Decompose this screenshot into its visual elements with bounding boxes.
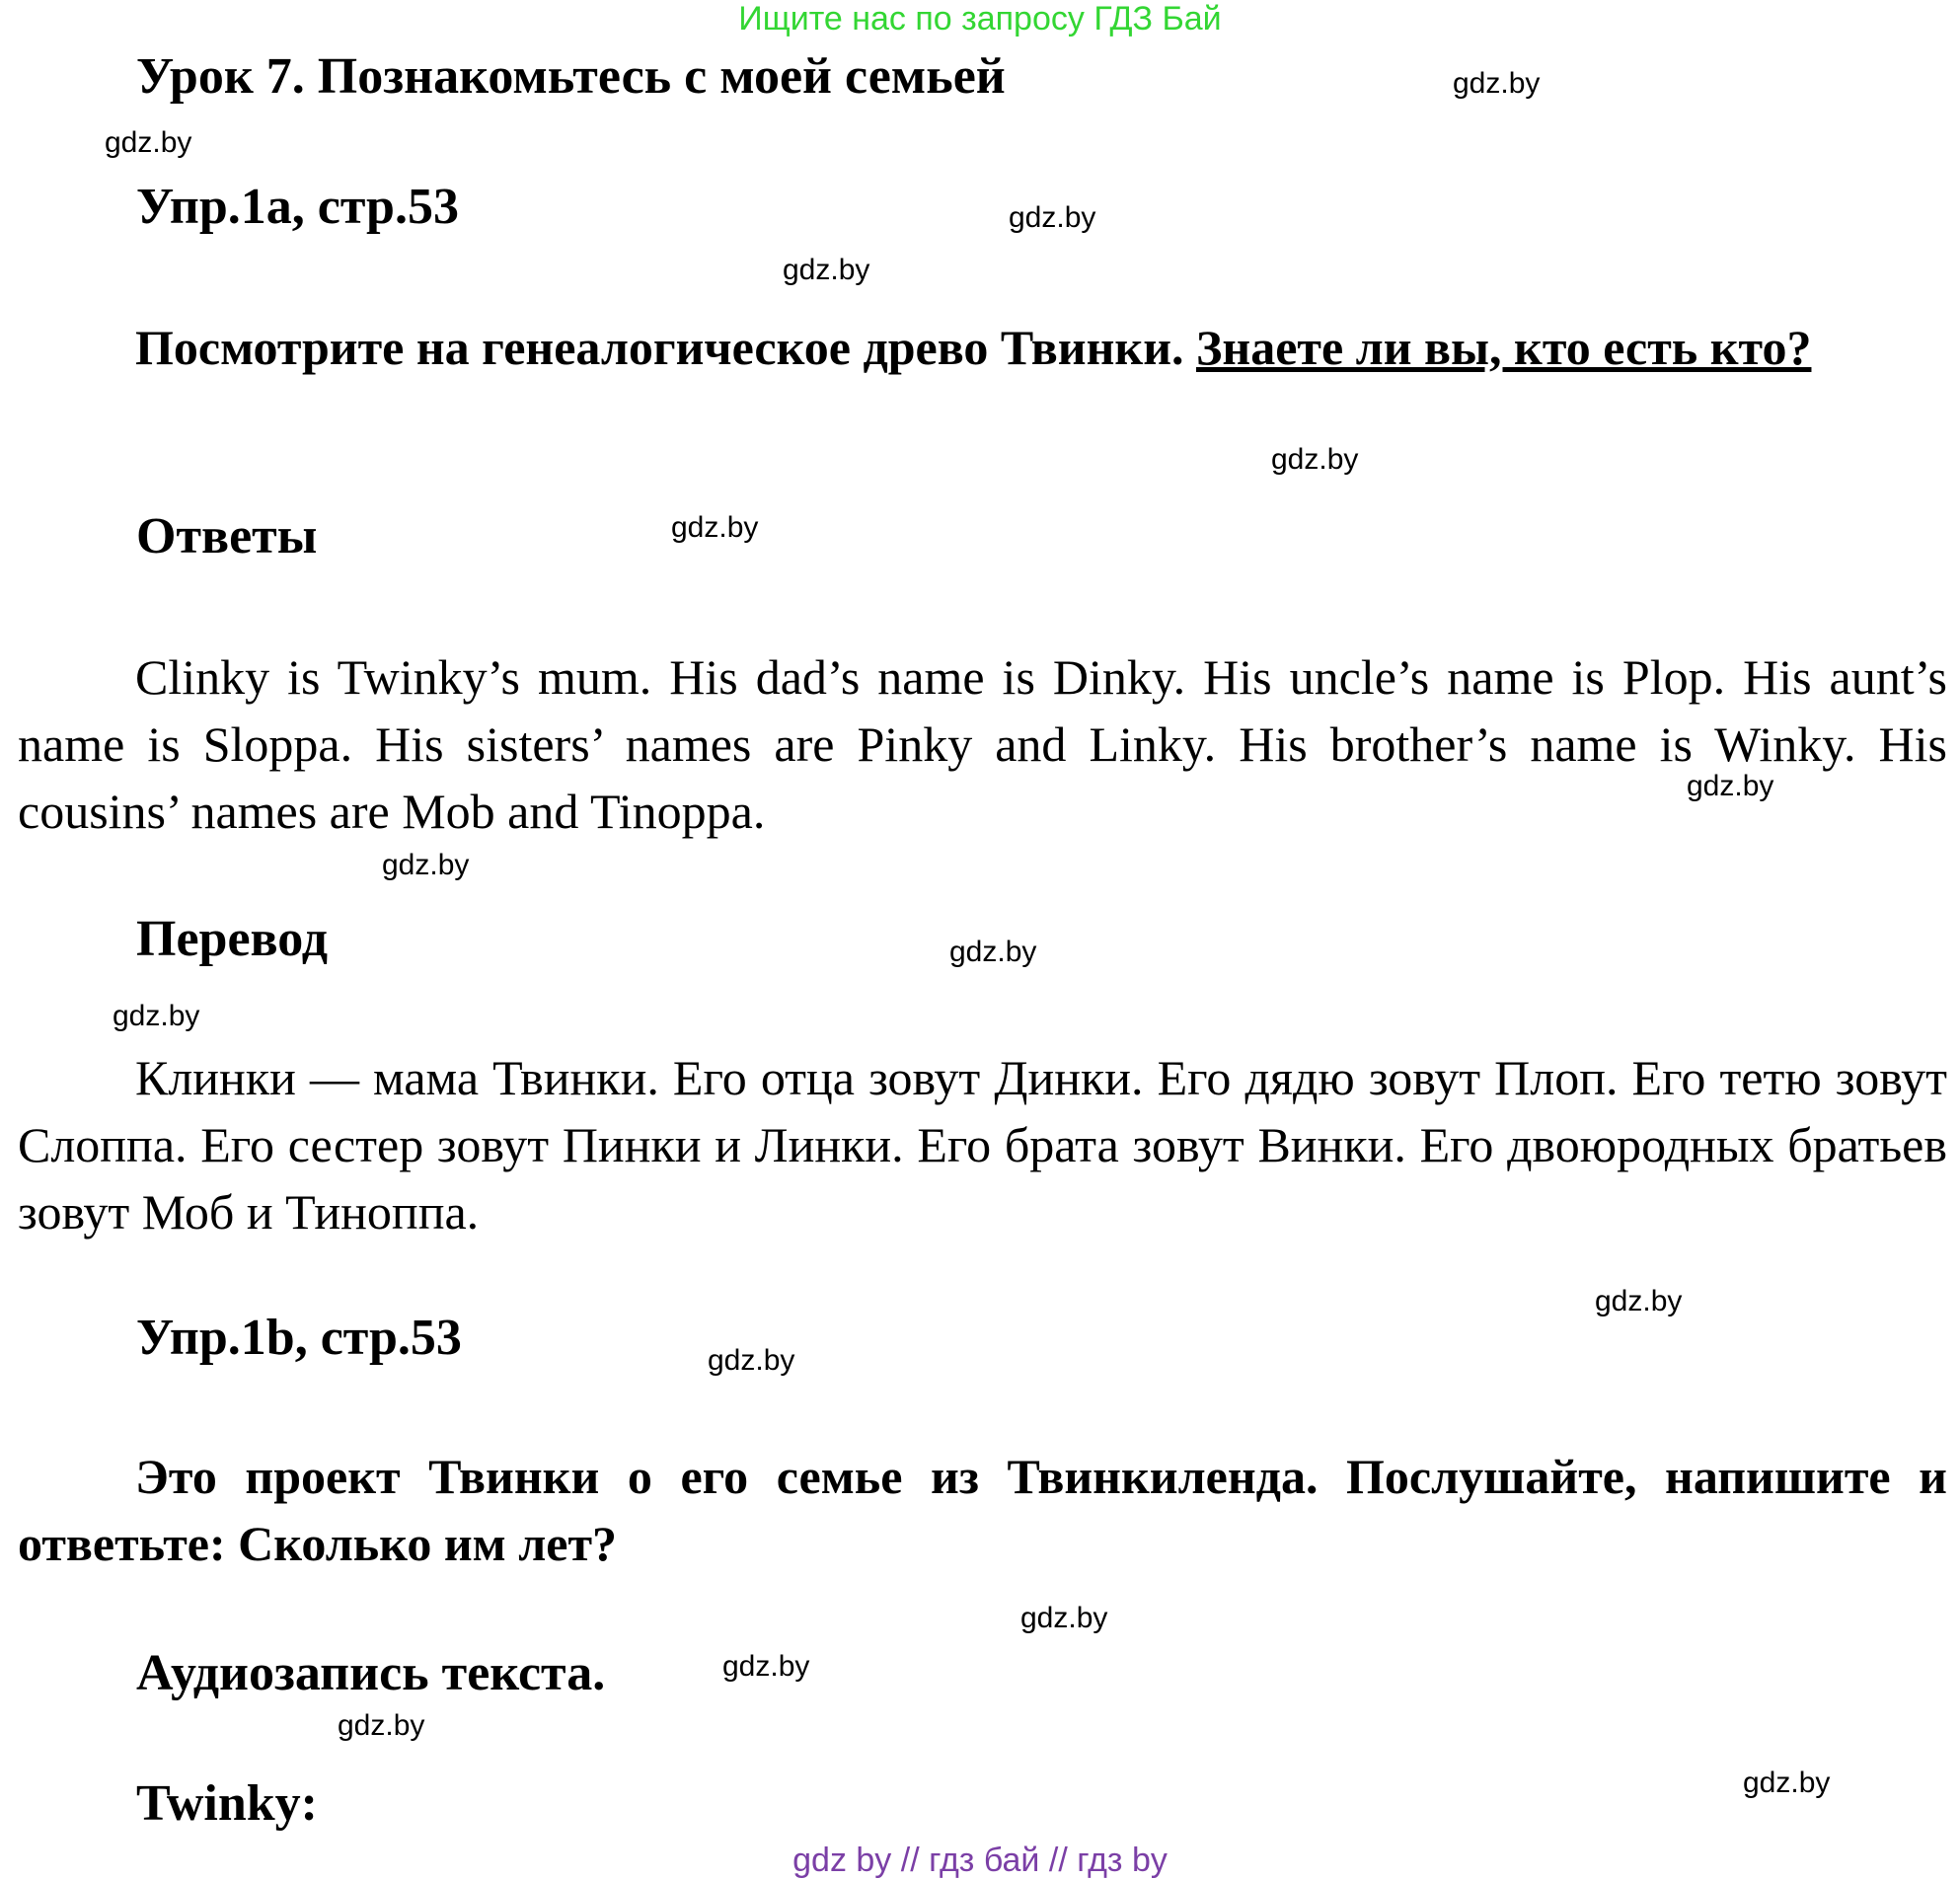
watermark: gdz.by — [338, 1709, 425, 1742]
watermark: gdz.by — [1453, 67, 1541, 100]
audio-label: Аудиозапись текста. — [136, 1645, 606, 1701]
answers-label: Ответы — [136, 508, 318, 564]
watermark: gdz.by — [1687, 770, 1774, 802]
footer-links: gdz by // гдз бай // гдз by — [792, 1842, 1168, 1879]
watermark: gdz.by — [1020, 1602, 1108, 1634]
exercise-1b-task: Это проект Твинки о его семье из Твинкиленда. Послушайте, напишите и ответьте: Сколько им лет? — [18, 1449, 1947, 1571]
translation-text: Клинки — мама Твинки. Его отца зовут Динки. Его дядю зовут Плоп. Его тетю зовут Слоппа. Его сестер зовут Пинки и Линки. Его брата зовут Винки. Его двоюродных братьев зовут Моб и Тиноппа. — [18, 1050, 1947, 1240]
exercise-1b-title: Упр.1b, стр.53 — [136, 1310, 462, 1366]
task-question-underlined: Знаете ли вы, кто есть кто? — [1196, 320, 1812, 375]
watermark: gdz.by — [382, 849, 470, 881]
exercise-1a-title: Упр.1a, стр.53 — [136, 179, 459, 235]
watermark: gdz.by — [708, 1344, 795, 1377]
search-banner: Ищите нас по запросу ГДЗ Бай — [738, 0, 1222, 38]
watermark: gdz.by — [783, 254, 870, 286]
watermark: gdz.by — [105, 126, 192, 159]
watermark: gdz.by — [113, 1000, 200, 1032]
watermark: gdz.by — [949, 936, 1037, 968]
watermark: gdz.by — [671, 511, 759, 544]
watermark: gdz.by — [1271, 443, 1359, 476]
exercise-1a-task — [18, 314, 1947, 381]
watermark: gdz.by — [722, 1650, 810, 1683]
task-text: Посмотрите на генеалогическое древо Твинки. — [135, 320, 1196, 375]
watermark: gdz.by — [1743, 1767, 1831, 1799]
watermark: gdz.by — [1595, 1285, 1683, 1317]
speaker-label: Twinky: — [136, 1775, 318, 1832]
answer-text: Clinky is Twinky’s mum. His dad’s name is Dinky. His uncle’s name is Plop. His aunt’s name is Sloppa. His sisters’ names are Pinky and Linky. His brother’s name is Winky. His cousins’ names are Mob and Tinoppa. — [18, 649, 1947, 839]
watermark: gdz.by — [1009, 201, 1096, 234]
lesson-title: Урок 7. Познакомьтесь с моей семьей — [136, 48, 1006, 105]
translation-label: Перевод — [136, 911, 329, 967]
